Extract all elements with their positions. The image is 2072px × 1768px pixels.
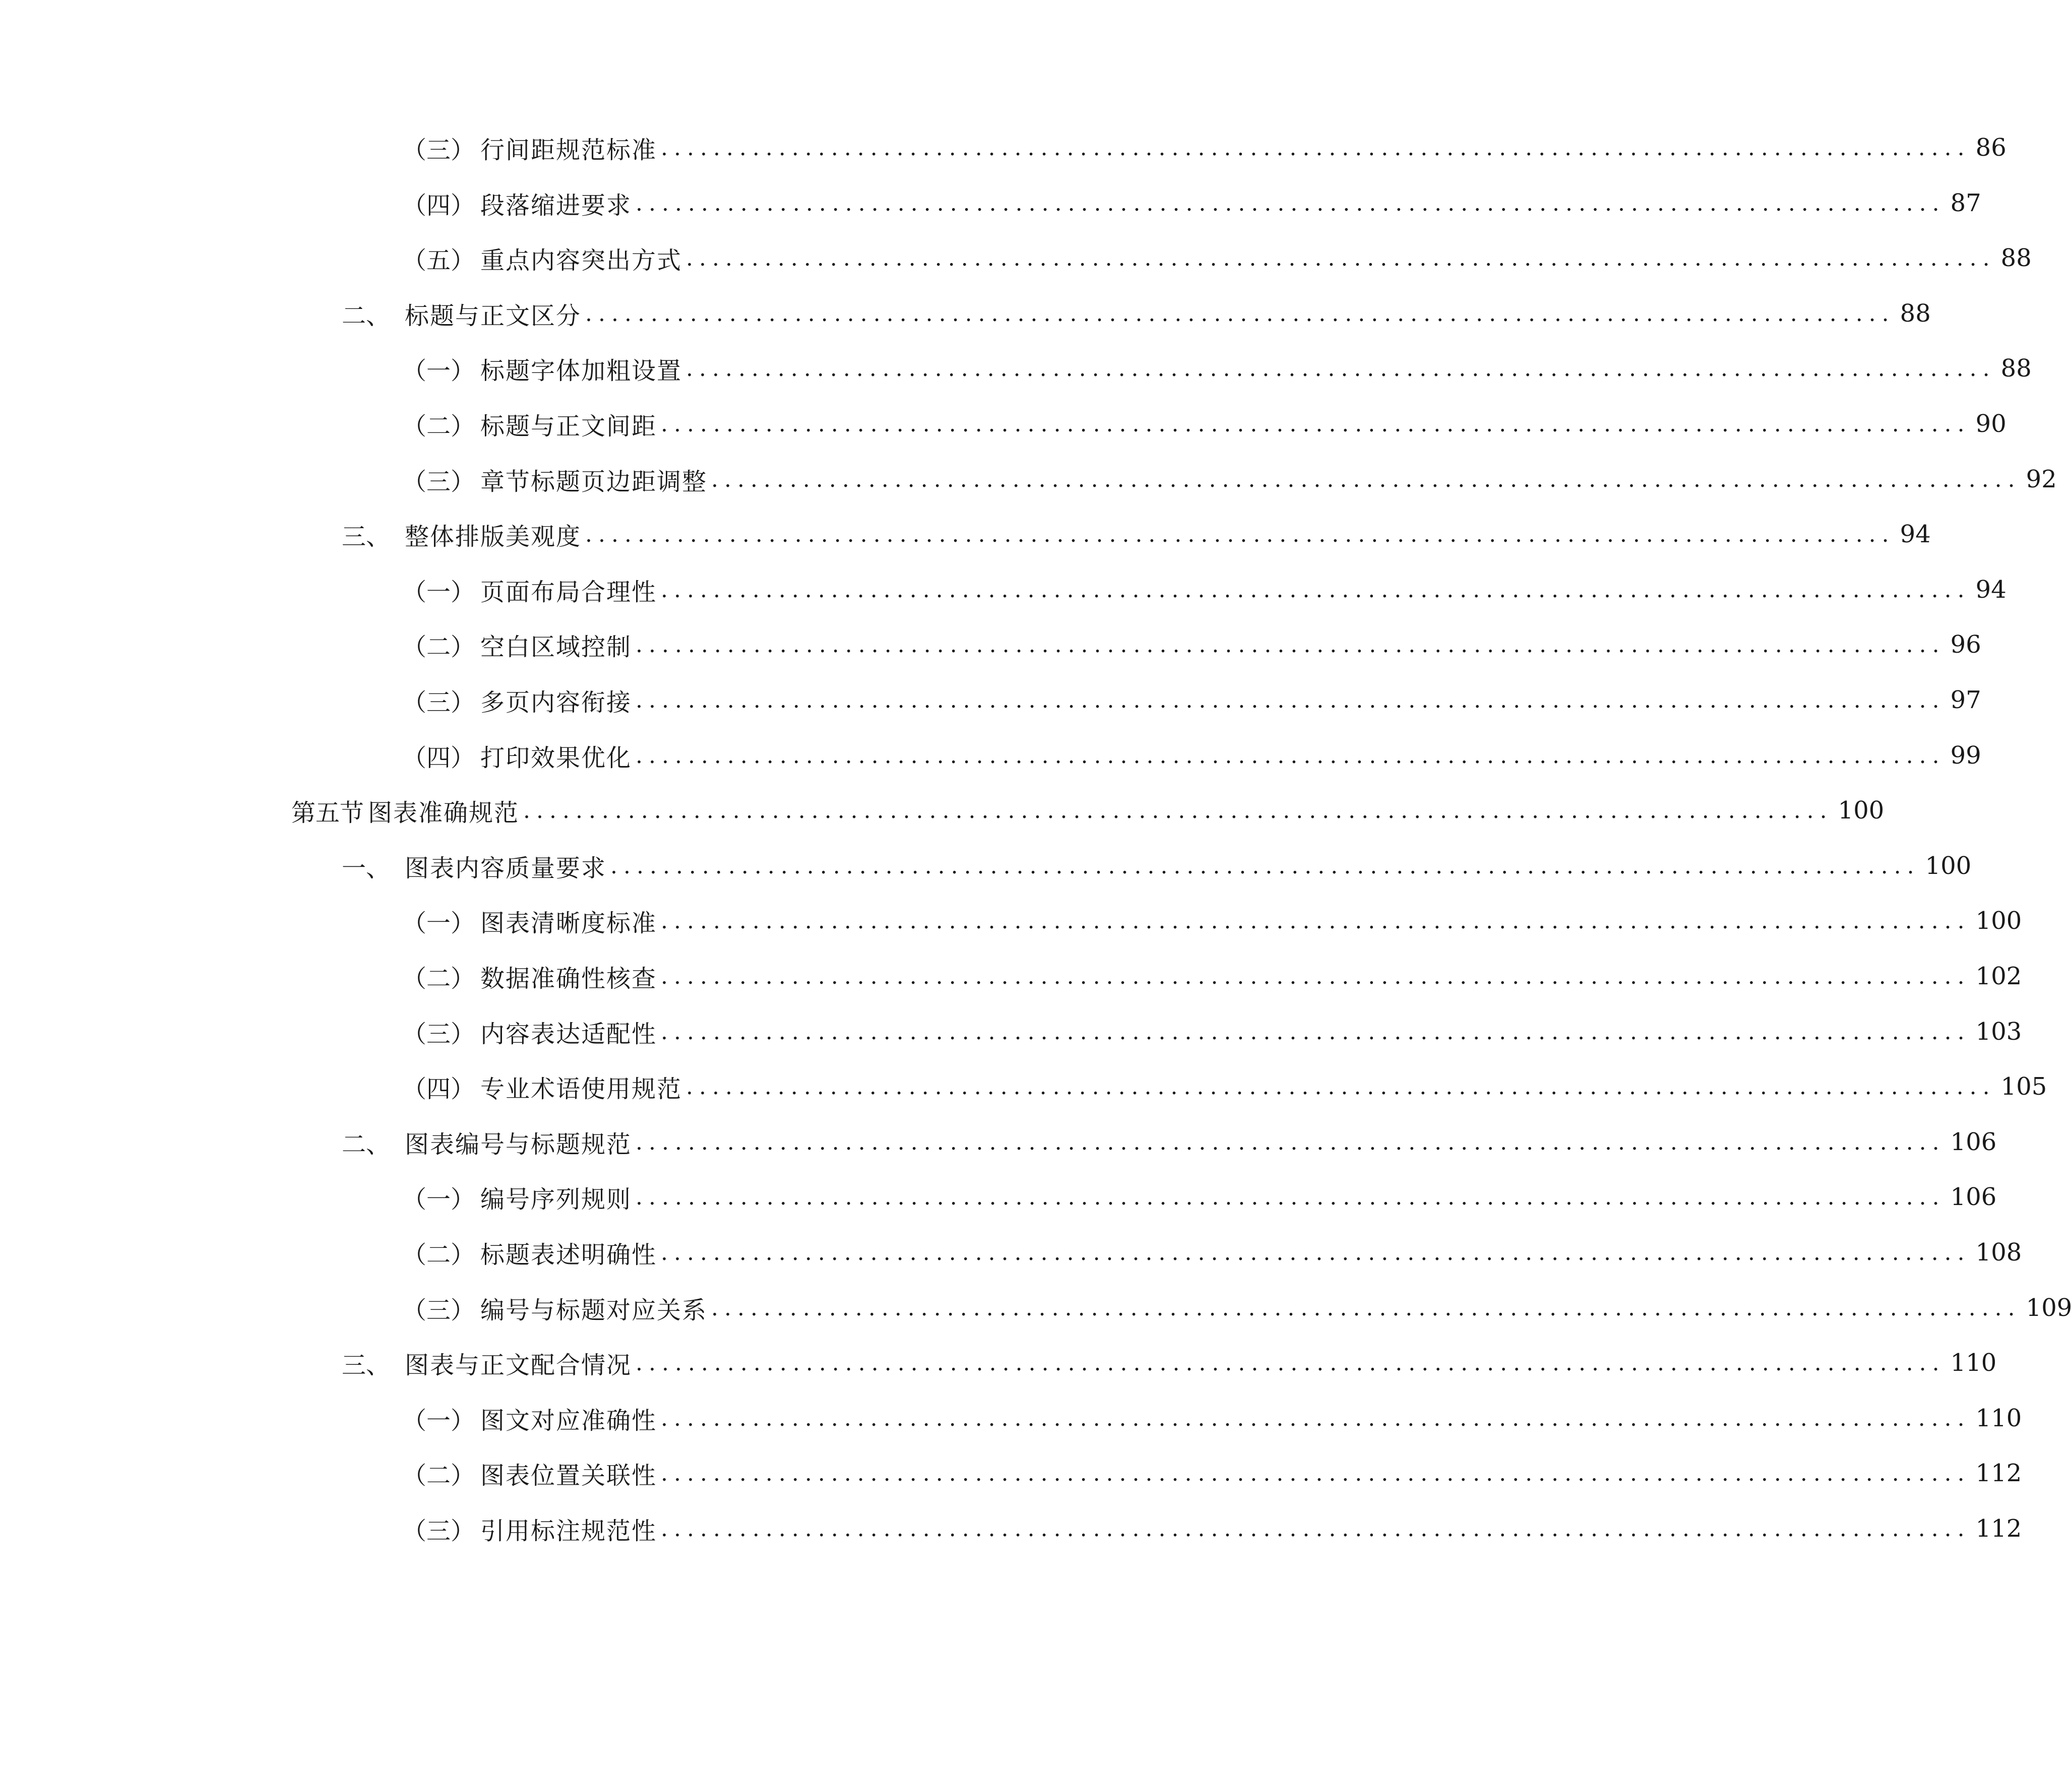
toc-dot-leader: ....................................................................................................	[636, 687, 1945, 713]
toc-entry-title: 图表位置关联性	[480, 1461, 657, 1490]
toc-entry-page-number: 102	[1975, 962, 2022, 990]
toc-entry-title: 图表与正文配合情况	[405, 1351, 632, 1379]
toc-entry[interactable]	[402, 1288, 2072, 1328]
toc-entry-title: 标题与正文区分	[405, 301, 582, 330]
toc-entry-title: 标题字体加粗设置	[480, 356, 682, 385]
toc-entry-title: 图表清晰度标准	[480, 909, 657, 937]
toc-entry-number: 二、	[342, 1130, 391, 1159]
toc-dot-leader: ....................................................................................................	[585, 300, 1895, 327]
toc-entry[interactable]	[402, 1453, 2022, 1493]
toc-entry[interactable]	[342, 1122, 1997, 1162]
toc-entry-page-number: 88	[2000, 244, 2032, 272]
toc-entry[interactable]	[402, 624, 1981, 665]
toc-dot-leader: ....................................................................................................	[523, 797, 1833, 824]
toc-entry-number: （一）	[402, 1185, 475, 1214]
toc-dot-leader: ....................................................................................................	[686, 245, 1996, 271]
toc-entry[interactable]	[402, 570, 2006, 610]
toc-entry-page-number: 100	[1838, 796, 1885, 825]
toc-entry[interactable]	[291, 790, 1885, 831]
toc-entry-page-number: 108	[1975, 1238, 2022, 1267]
toc-dot-leader: ....................................................................................................	[661, 1516, 1971, 1542]
toc-entry-number: （三）	[402, 467, 475, 496]
toc-entry-page-number: 92	[2026, 465, 2057, 493]
toc-entry-number: （一）	[402, 1406, 475, 1435]
toc-entry-page-number: 94	[1900, 520, 1931, 548]
toc-entry-number: （二）	[402, 412, 475, 440]
toc-entry-title: 图表内容质量要求	[405, 854, 607, 882]
toc-entry[interactable]	[402, 1012, 2022, 1052]
toc-entry[interactable]	[402, 901, 2022, 941]
toc-entry-number: 第五节	[291, 798, 364, 827]
toc-entry[interactable]	[402, 404, 2006, 444]
toc-dot-leader: ....................................................................................................	[686, 1074, 1996, 1100]
toc-dot-leader: ....................................................................................................	[661, 135, 1971, 161]
toc-entry-title: 数据准确性核查	[480, 964, 657, 993]
toc-dot-leader: ....................................................................................................	[661, 963, 1971, 989]
toc-entry-page-number: 103	[1975, 1018, 2022, 1046]
toc-entry[interactable]	[402, 1508, 2022, 1549]
toc-dot-leader: ....................................................................................................	[610, 853, 1920, 879]
toc-entry-title: 打印效果优化	[480, 743, 632, 772]
toc-entry-title: 段落缩进要求	[480, 191, 632, 220]
toc-dot-leader: ....................................................................................................	[585, 521, 1895, 547]
toc-dot-leader: ....................................................................................................	[661, 1405, 1971, 1431]
toc-entry-number: 二、	[342, 301, 391, 330]
toc-entry-title: 标题与正文间距	[480, 412, 657, 440]
toc-entry-number: （五）	[402, 246, 475, 275]
toc-entry-page-number: 94	[1975, 576, 2006, 604]
toc-entry-title: 多页内容衔接	[480, 688, 632, 717]
toc-entry-number: （二）	[402, 1461, 475, 1490]
toc-entry-title: 编号与标题对应关系	[480, 1296, 708, 1324]
toc-entry-number: （二）	[402, 964, 475, 993]
toc-entry-number: （四）	[402, 191, 475, 220]
toc-entry-page-number: 112	[1975, 1459, 2022, 1487]
toc-entry-number: （一）	[402, 356, 475, 385]
toc-entry[interactable]	[402, 1232, 2022, 1273]
toc-entry-number: （四）	[402, 743, 475, 772]
toc-dot-leader: ....................................................................................................	[636, 632, 1945, 658]
toc-dot-leader: ....................................................................................................	[661, 1239, 1971, 1266]
toc-entry-number: 三、	[342, 522, 391, 551]
toc-entry-number: （三）	[402, 1020, 475, 1048]
toc-entry-page-number: 110	[1975, 1404, 2022, 1432]
toc-entry[interactable]	[402, 348, 2032, 389]
toc-dot-leader: ....................................................................................................	[661, 908, 1971, 934]
toc-entry[interactable]	[402, 680, 1981, 720]
toc-entry-title: 页面布局合理性	[480, 578, 657, 606]
toc-entry-title: 整体排版美观度	[405, 522, 582, 551]
toc-entry-title: 章节标题页边距调整	[480, 467, 708, 496]
toc-entry-number: （三）	[402, 136, 475, 164]
toc-entry-number: 三、	[342, 1351, 391, 1379]
toc-entry-number: （三）	[402, 1296, 475, 1324]
toc-entry[interactable]	[402, 1177, 1997, 1217]
toc-dot-leader: ....................................................................................................	[636, 742, 1945, 769]
toc-entry-title: 引用标注规范性	[480, 1517, 657, 1545]
toc-entry-page-number: 88	[2000, 354, 2032, 383]
toc-entry-number: （一）	[402, 578, 475, 606]
toc-entry-page-number: 86	[1975, 134, 2006, 162]
toc-entry-title: 内容表达适配性	[480, 1020, 657, 1048]
toc-entry[interactable]	[402, 183, 1981, 223]
toc-entry-title: 空白区域控制	[480, 633, 632, 661]
toc-entry-title: 重点内容突出方式	[480, 246, 682, 275]
toc-entry-title: 行间距规范标准	[480, 136, 657, 164]
toc-dot-leader: ....................................................................................................	[661, 411, 1971, 437]
toc-entry-page-number: 110	[1950, 1349, 1997, 1377]
toc-entry-page-number: 87	[1950, 189, 1981, 217]
toc-entry-number: （三）	[402, 688, 475, 717]
toc-entry[interactable]	[402, 128, 2006, 168]
toc-entry-title: 图文对应准确性	[480, 1406, 657, 1435]
toc-entry-page-number: 99	[1950, 741, 1981, 770]
toc-entry[interactable]	[342, 293, 1931, 334]
toc-entry[interactable]	[342, 846, 1972, 886]
toc-entry-page-number: 88	[1900, 299, 1931, 328]
toc-dot-leader: ....................................................................................................	[661, 1460, 1971, 1486]
toc-entry-number: （三）	[402, 1517, 475, 1545]
toc-entry[interactable]	[402, 459, 2057, 499]
toc-entry-page-number: 100	[1975, 907, 2022, 935]
toc-dot-leader: ....................................................................................................	[661, 1019, 1971, 1045]
toc-entry-page-number: 109	[2026, 1294, 2072, 1322]
toc-entry-number: （一）	[402, 909, 475, 937]
toc-dot-leader: ....................................................................................................	[711, 466, 2021, 492]
toc-entry[interactable]	[402, 735, 1981, 776]
toc-entry-title: 标题表述明确性	[480, 1240, 657, 1269]
toc-entry-number: （二）	[402, 1240, 475, 1269]
toc-entry[interactable]	[402, 956, 2022, 996]
toc-dot-leader: ....................................................................................................	[711, 1295, 2021, 1321]
toc-entry-number: （二）	[402, 633, 475, 661]
toc-entry-page-number: 97	[1950, 686, 1981, 714]
toc-entry[interactable]	[342, 514, 1931, 554]
toc-entry-number: （四）	[402, 1075, 475, 1103]
toc-entry-title: 图表准确规范	[368, 798, 520, 827]
toc-entry-page-number: 100	[1925, 852, 1972, 880]
toc-entry-page-number: 112	[1975, 1514, 2022, 1543]
toc-entry-page-number: 106	[1950, 1183, 1997, 1211]
toc-entry[interactable]	[402, 1066, 2047, 1107]
toc-entry-number: 一、	[342, 854, 391, 882]
toc-dot-leader: ....................................................................................................	[636, 1350, 1945, 1376]
toc-entry[interactable]	[342, 1343, 1997, 1383]
toc-entry-title: 专业术语使用规范	[480, 1075, 682, 1103]
toc-entry-page-number: 90	[1975, 410, 2006, 438]
toc-dot-leader: ....................................................................................................	[636, 1129, 1945, 1155]
toc-entry-title: 图表编号与标题规范	[405, 1130, 632, 1159]
toc-entry-page-number: 105	[2000, 1072, 2047, 1101]
toc-entry-title: 编号序列规则	[480, 1185, 632, 1214]
toc-dot-leader: ....................................................................................................	[686, 355, 1996, 382]
toc-entry[interactable]	[402, 1398, 2022, 1438]
toc-entry-page-number: 106	[1950, 1128, 1997, 1156]
toc-dot-leader: ....................................................................................................	[636, 1184, 1945, 1210]
toc-entry[interactable]	[402, 238, 2032, 278]
toc-entry-page-number: 96	[1950, 630, 1981, 659]
toc-dot-leader: ....................................................................................................	[661, 577, 1971, 603]
toc-dot-leader: ....................................................................................................	[636, 190, 1945, 216]
